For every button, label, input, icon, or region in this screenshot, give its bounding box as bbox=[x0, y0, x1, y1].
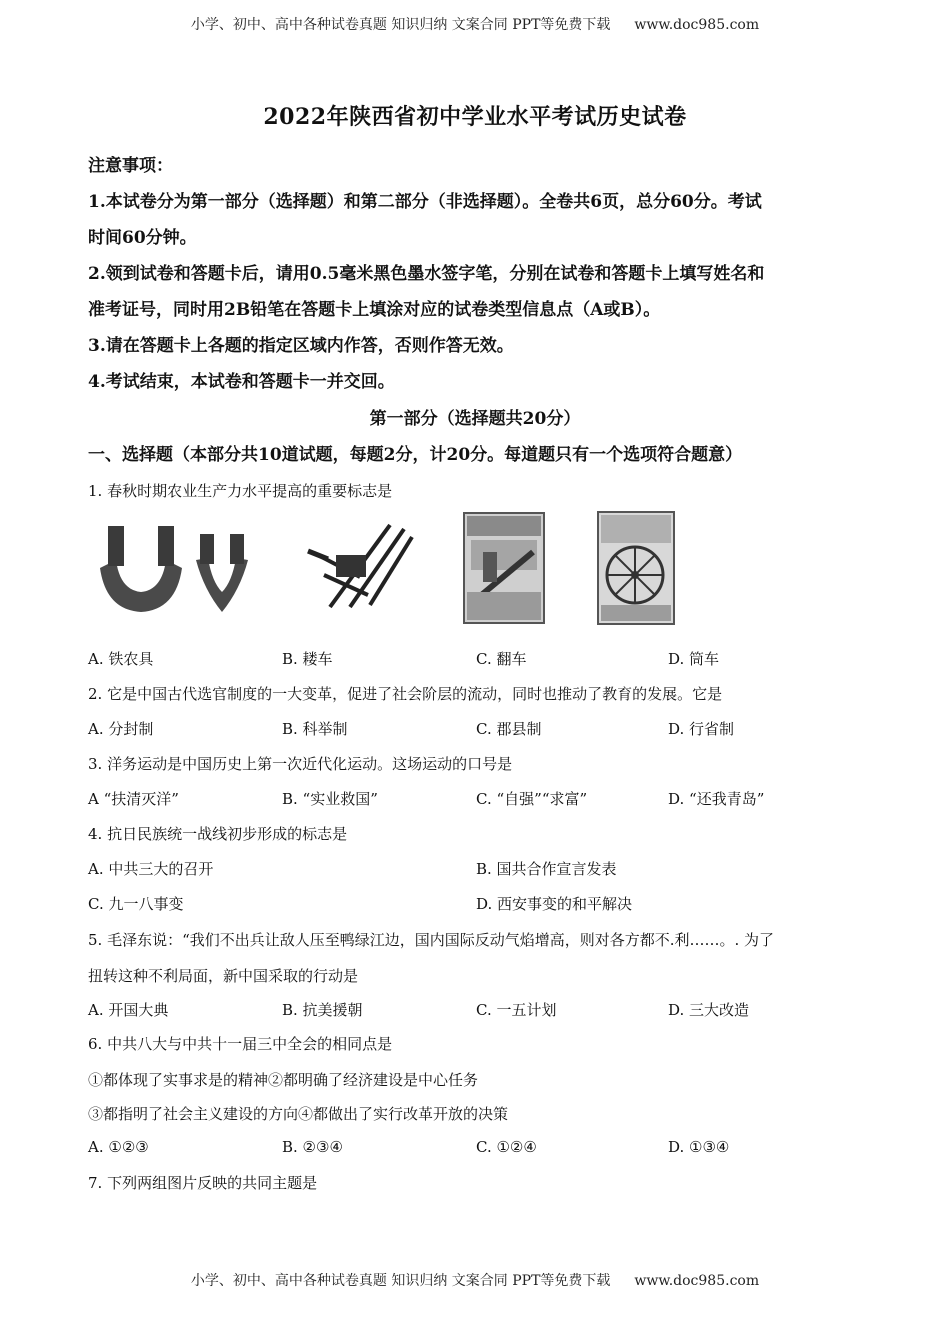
options-row bbox=[88, 788, 868, 810]
notes-line: 1.本试卷分为第一部分（选择题）和第二部分（非选择题）。全卷共6页，总分60分。考试 bbox=[88, 192, 762, 212]
part-heading: 第一部分（选择题共20分） bbox=[369, 409, 581, 429]
notes-line: 4.考试结束，本试卷和答题卡一并交回。 bbox=[88, 372, 395, 392]
option-b[interactable]: B. 抗美援朝 bbox=[282, 1001, 363, 1019]
option-b[interactable]: B. 国共合作宣言发表 bbox=[476, 860, 617, 878]
question-stem-continued: 扭转这种不利局面，新中国采取的行动是 bbox=[88, 967, 359, 985]
option-c[interactable]: C. 一五计划 bbox=[476, 1001, 557, 1019]
option-d[interactable]: D. 西安事变的和平解决 bbox=[476, 895, 633, 913]
notes-line: 时间60分钟。 bbox=[88, 228, 197, 248]
options-row bbox=[88, 718, 868, 740]
section-heading: 一、选择题（本部分共10道试题，每题2分，计20分。每道题只有一个选项符合题意） bbox=[88, 445, 743, 465]
notes-line: 2.领到试卷和答题卡后，请用0.5毫米黑色墨水签字笔，分别在试卷和答题卡上填写姓名和 bbox=[88, 264, 765, 284]
header-text: 小学、初中、高中各种试卷真题 知识归纳 文案合同 PPT等免费下载 bbox=[190, 17, 611, 33]
options-row bbox=[88, 648, 868, 670]
option-c[interactable]: C. ①②④ bbox=[476, 1138, 537, 1156]
seed-drill-image bbox=[300, 515, 420, 615]
header-site[interactable]: www.doc985.com bbox=[634, 17, 760, 33]
page-header bbox=[0, 14, 950, 34]
question-stem: 1. 春秋时期农业生产力水平提高的重要标志是 bbox=[88, 482, 393, 500]
option-a[interactable]: A. 中共三大的召开 bbox=[88, 860, 214, 878]
option-d[interactable]: D. ①③④ bbox=[668, 1138, 730, 1156]
question-stem: 4. 抗日民族统一战线初步形成的标志是 bbox=[88, 825, 348, 843]
question-stem: 6. 中共八大与中共十一届三中全会的相同点是 bbox=[88, 1035, 393, 1053]
iron-tools-image bbox=[96, 520, 276, 620]
option-d[interactable]: D. 筒车 bbox=[668, 650, 720, 668]
option-a[interactable]: A. 分封制 bbox=[88, 720, 154, 738]
option-b[interactable]: B. ②③④ bbox=[282, 1138, 343, 1156]
question-stem: 2. 它是中国古代选官制度的一大变革，促进了社会阶层的流动，同时也推动了教育的发展。它是 bbox=[88, 685, 723, 703]
options-row bbox=[88, 1138, 868, 1160]
notes-line: 准考证号，同时用2B铅笔在答题卡上填涂对应的试卷类型信息点（A或B）。 bbox=[88, 300, 661, 320]
option-c[interactable]: C. 郡县制 bbox=[476, 720, 542, 738]
option-d[interactable]: D. 行省制 bbox=[668, 720, 735, 738]
option-a[interactable]: A. 铁农具 bbox=[88, 650, 154, 668]
notes-block bbox=[88, 148, 868, 400]
option-b[interactable]: B. 耧车 bbox=[282, 650, 333, 668]
chain-pump-image bbox=[463, 512, 545, 624]
statement-line: ③都指明了社会主义建设的方向④都做出了实行改革开放的决策 bbox=[88, 1105, 509, 1123]
option-c[interactable]: C. 九一八事变 bbox=[88, 895, 184, 913]
option-a[interactable]: A “扶清灭洋” bbox=[88, 790, 179, 808]
option-a[interactable]: A. ①②③ bbox=[88, 1138, 149, 1156]
option-b[interactable]: B. “实业救国” bbox=[282, 790, 378, 808]
statement-line: ①都体现了实事求是的精神②都明确了经济建设是中心任务 bbox=[88, 1071, 479, 1089]
option-b[interactable]: B. 科举制 bbox=[282, 720, 348, 738]
exam-title: 2022年陕西省初中学业水平考试历史试卷 bbox=[263, 104, 687, 130]
question-stem: 3. 洋务运动是中国历史上第一次近代化运动。这场运动的口号是 bbox=[88, 755, 513, 773]
question-stem: 7. 下列两组图片反映的共同主题是 bbox=[88, 1174, 318, 1192]
options-row bbox=[88, 858, 868, 880]
options-row bbox=[88, 999, 868, 1021]
footer-site[interactable]: www.doc985.com bbox=[634, 1273, 760, 1289]
option-a[interactable]: A. 开国大典 bbox=[88, 1001, 169, 1019]
options-row bbox=[88, 893, 868, 915]
option-c[interactable]: C. “自强”“求富” bbox=[476, 790, 588, 808]
page-footer bbox=[0, 1270, 950, 1290]
option-c[interactable]: C. 翻车 bbox=[476, 650, 527, 668]
footer-text: 小学、初中、高中各种试卷真题 知识归纳 文案合同 PPT等免费下载 bbox=[190, 1273, 611, 1289]
option-d[interactable]: D. 三大改造 bbox=[668, 1001, 750, 1019]
question-stem: 5. 毛泽东说：“我们不出兵让敌人压至鸭绿江边，国内国际反动气焰增高，则对各方都不.利……。. 为了 bbox=[88, 931, 775, 949]
option-d[interactable]: D. “还我青岛” bbox=[668, 790, 765, 808]
notes-line: 3.请在答题卡上各题的指定区域内作答，否则作答无效。 bbox=[88, 336, 514, 356]
water-wheel-image bbox=[597, 511, 675, 625]
notes-heading: 注意事项： bbox=[88, 156, 173, 176]
